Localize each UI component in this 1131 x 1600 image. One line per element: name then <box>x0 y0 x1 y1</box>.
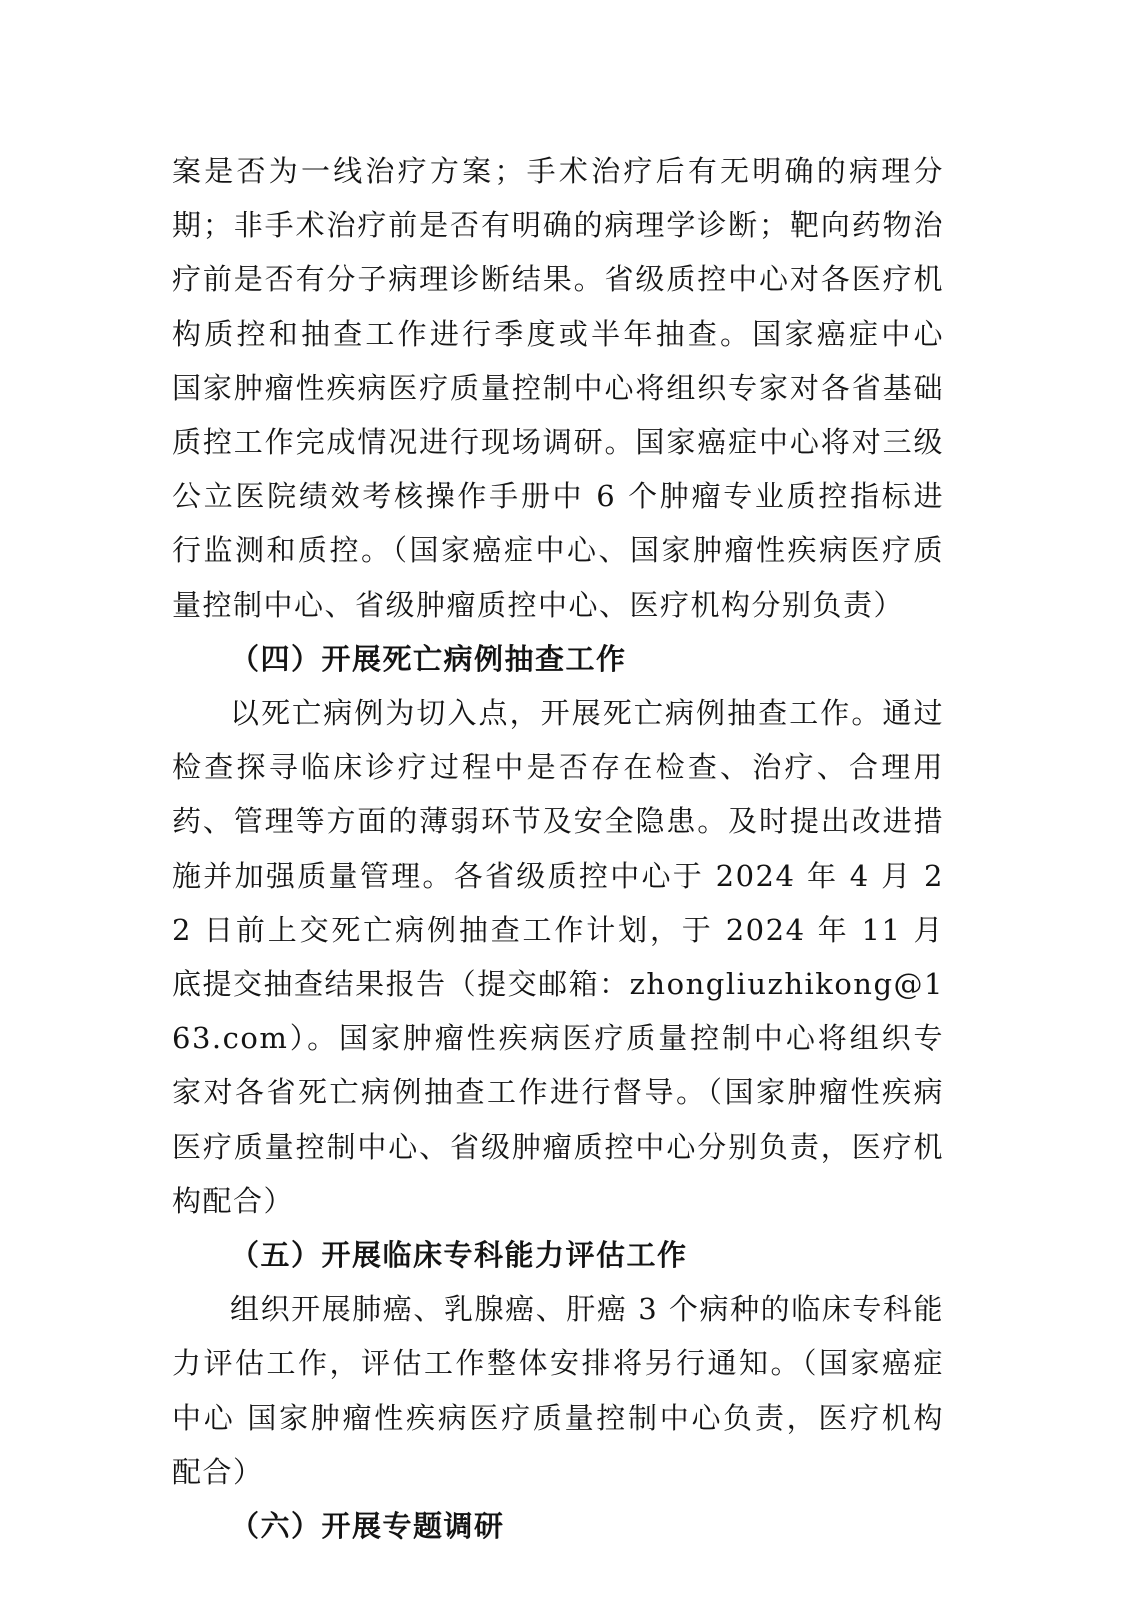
section-heading-death-case-review: （四）开展死亡病例抽查工作 <box>230 641 627 676</box>
section-heading-specialty-assessment: （五）开展临床专科能力评估工作 <box>230 1238 688 1273</box>
section-heading-special-research: （六）开展专题调研 <box>230 1509 505 1544</box>
document-body <box>172 144 944 1553</box>
paragraph-quality-control-continued: 案是否为一线治疗方案；手术治疗后有无明确的病理分期；非手术治疗前是否有明确的病理学诊断；靶向药物治疗前是否有分子病理诊断结果。省级质控中心对各医疗机构质控和抽查工作进行季度或半年抽查。国家癌症中心 国家肿瘤性疾病医疗质量控制中心将组织专家对各省基础质控工作完成情况进行现场调研。国家癌症中心将对三级公立医院绩效考核操作手册中 6 个肿瘤专业质控指标进行监测和质控。（国家癌症中心、国家肿瘤性疾病医疗质量控制中心、省级肿瘤质控中心、医疗机构分别负责） <box>172 154 944 622</box>
paragraph-death-case-review: 以死亡病例为切入点，开展死亡病例抽查工作。通过检查探寻临床诊疗过程中是否存在检查、治疗、合理用药、管理等方面的薄弱环节及安全隐患。及时提出改进措施并加强质量管理。各省级质控中心于 2024 年 4 月 22 日前上交死亡病例抽查工作计划，于 2024 年 11 月底提交抽查结果报告（提交邮箱：zhongliuzhikong@163.com）。国家肿瘤性疾病医疗质量控制中心将组织专家对各省死亡病例抽查工作进行督导。（国家肿瘤性疾病医疗质量控制中心、省级肿瘤质控中心分别负责，医疗机构配合） <box>172 696 944 1218</box>
paragraph-specialty-assessment: 组织开展肺癌、乳腺癌、肝癌 3 个病种的临床专科能力评估工作，评估工作整体安排将另行通知。（国家癌症中心 国家肿瘤性疾病医疗质量控制中心负责，医疗机构配合） <box>172 1292 944 1489</box>
